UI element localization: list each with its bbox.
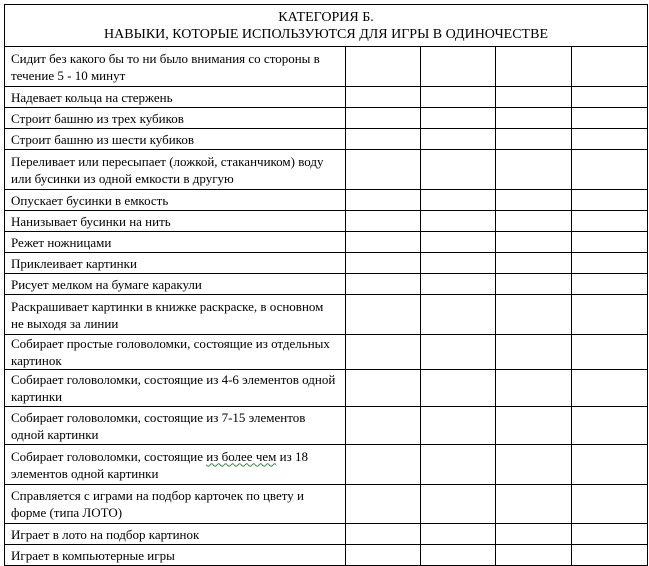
mark-cell[interactable] [496, 545, 572, 566]
mark-cell[interactable] [496, 274, 572, 295]
mark-cell[interactable] [346, 47, 421, 87]
skills-table-sheet [4, 4, 647, 566]
mark-cell[interactable] [572, 485, 648, 524]
mark-cell[interactable] [346, 232, 421, 253]
mark-cell[interactable] [421, 211, 496, 232]
table-row [5, 445, 648, 485]
mark-cell[interactable] [496, 335, 572, 370]
skill-cell: Собирает головоломки, состоящие из 4-6 элементов одной картинки [5, 370, 346, 407]
skill-cell: Рисует мелком на бумаге каракули [5, 274, 346, 295]
mark-cell[interactable] [572, 47, 648, 87]
mark-cell[interactable] [572, 370, 648, 407]
mark-cell[interactable] [572, 87, 648, 108]
table-row [5, 232, 648, 253]
mark-cell[interactable] [346, 190, 421, 211]
table-row [5, 274, 648, 295]
skill-cell: Раскрашивает картинки в книжке раскраске, в основном не выходя за линии [5, 295, 346, 335]
skill-cell: Собирает головоломки, состоящие из более чем из 18 элементов одной картинки [5, 445, 346, 485]
mark-cell[interactable] [572, 335, 648, 370]
mark-cell[interactable] [572, 190, 648, 211]
mark-cell[interactable] [572, 295, 648, 335]
table-row [5, 87, 648, 108]
skill-cell: Надевает кольца на стержень [5, 87, 346, 108]
mark-cell[interactable] [496, 485, 572, 524]
table-row [5, 335, 648, 370]
table-row [5, 211, 648, 232]
mark-cell[interactable] [572, 211, 648, 232]
mark-cell[interactable] [572, 232, 648, 253]
mark-cell[interactable] [421, 274, 496, 295]
mark-cell[interactable] [496, 150, 572, 190]
mark-cell[interactable] [346, 545, 421, 566]
skill-cell: Играет в лото на подбор картинок [5, 524, 346, 545]
mark-cell[interactable] [572, 407, 648, 445]
table-row [5, 108, 648, 129]
spellcheck-underline: из более чем [206, 448, 277, 464]
category-title: КАТЕГОРИЯ Б. [278, 10, 374, 25]
category-subtitle: НАВЫКИ, КОТОРЫЕ ИСПОЛЬЗУЮТСЯ ДЛЯ ИГРЫ В ОДИНОЧЕСТВЕ [104, 27, 548, 42]
skill-cell: Нанизывает бусинки на нить [5, 211, 346, 232]
mark-cell[interactable] [421, 545, 496, 566]
mark-cell[interactable] [496, 407, 572, 445]
table-row [5, 47, 648, 87]
mark-cell[interactable] [346, 211, 421, 232]
skill-cell: Режет ножницами [5, 232, 346, 253]
skill-cell: Опускает бусинки в емкость [5, 190, 346, 211]
skill-cell: Строит башню из трех кубиков [5, 108, 346, 129]
mark-cell[interactable] [496, 445, 572, 485]
table-row [5, 190, 648, 211]
skill-cell: Справляется с играми на подбор карточек по цвету и форме (типа ЛОТО) [5, 485, 346, 524]
mark-cell[interactable] [421, 485, 496, 524]
skill-cell: Сидит без какого бы то ни было внимания со стороны в течение 5 - 10 минут [5, 47, 346, 87]
mark-cell[interactable] [572, 545, 648, 566]
mark-cell[interactable] [421, 150, 496, 190]
mark-cell[interactable] [421, 129, 496, 150]
mark-cell[interactable] [572, 274, 648, 295]
table-row [5, 370, 648, 407]
mark-cell[interactable] [496, 108, 572, 129]
mark-cell[interactable] [346, 253, 421, 274]
table-row [5, 407, 648, 445]
mark-cell[interactable] [496, 87, 572, 108]
mark-cell[interactable] [572, 445, 648, 485]
mark-cell[interactable] [421, 253, 496, 274]
mark-cell[interactable] [572, 150, 648, 190]
category-header [5, 5, 648, 47]
skill-cell: Строит башню из шести кубиков [5, 129, 346, 150]
mark-cell[interactable] [346, 129, 421, 150]
skill-cell: Приклеивает картинки [5, 253, 346, 274]
skill-cell: Собирает головоломки, состоящие из 7-15 элементов одной картинки [5, 407, 346, 445]
mark-cell[interactable] [346, 274, 421, 295]
mark-cell[interactable] [572, 524, 648, 545]
mark-cell[interactable] [346, 445, 421, 485]
table-row [5, 485, 648, 524]
mark-cell[interactable] [346, 524, 421, 545]
skill-cell: Играет в компьютерные игры [5, 545, 346, 566]
mark-cell[interactable] [421, 295, 496, 335]
mark-cell[interactable] [496, 253, 572, 274]
table-row [5, 150, 648, 190]
mark-cell[interactable] [572, 129, 648, 150]
mark-cell[interactable] [496, 295, 572, 335]
mark-cell[interactable] [346, 295, 421, 335]
skill-cell: Переливает или пересыпает (ложкой, стаканчиком) воду или бусинки из одной емкости в другую [5, 150, 346, 190]
mark-cell[interactable] [421, 190, 496, 211]
mark-cell[interactable] [421, 232, 496, 253]
table-row [5, 295, 648, 335]
skills-table [4, 4, 648, 566]
table-header-row [5, 5, 648, 47]
mark-cell[interactable] [421, 370, 496, 407]
mark-cell[interactable] [346, 87, 421, 108]
mark-cell[interactable] [572, 253, 648, 274]
mark-cell[interactable] [496, 211, 572, 232]
mark-cell[interactable] [421, 407, 496, 445]
mark-cell[interactable] [572, 108, 648, 129]
mark-cell[interactable] [346, 407, 421, 445]
mark-cell[interactable] [346, 485, 421, 524]
mark-cell[interactable] [421, 335, 496, 370]
skill-cell: Собирает простые головоломки, состоящие из отдельных картинок [5, 335, 346, 370]
mark-cell[interactable] [496, 370, 572, 407]
mark-cell[interactable] [346, 150, 421, 190]
table-row [5, 129, 648, 150]
mark-cell[interactable] [421, 524, 496, 545]
mark-cell[interactable] [421, 47, 496, 87]
mark-cell[interactable] [496, 524, 572, 545]
mark-cell[interactable] [496, 47, 572, 87]
mark-cell[interactable] [496, 129, 572, 150]
table-row [5, 545, 648, 566]
mark-cell[interactable] [346, 108, 421, 129]
mark-cell[interactable] [346, 370, 421, 407]
table-row [5, 524, 648, 545]
mark-cell[interactable] [421, 87, 496, 108]
mark-cell[interactable] [496, 190, 572, 211]
table-row [5, 253, 648, 274]
mark-cell[interactable] [496, 232, 572, 253]
mark-cell[interactable] [421, 445, 496, 485]
mark-cell[interactable] [421, 108, 496, 129]
mark-cell[interactable] [346, 335, 421, 370]
